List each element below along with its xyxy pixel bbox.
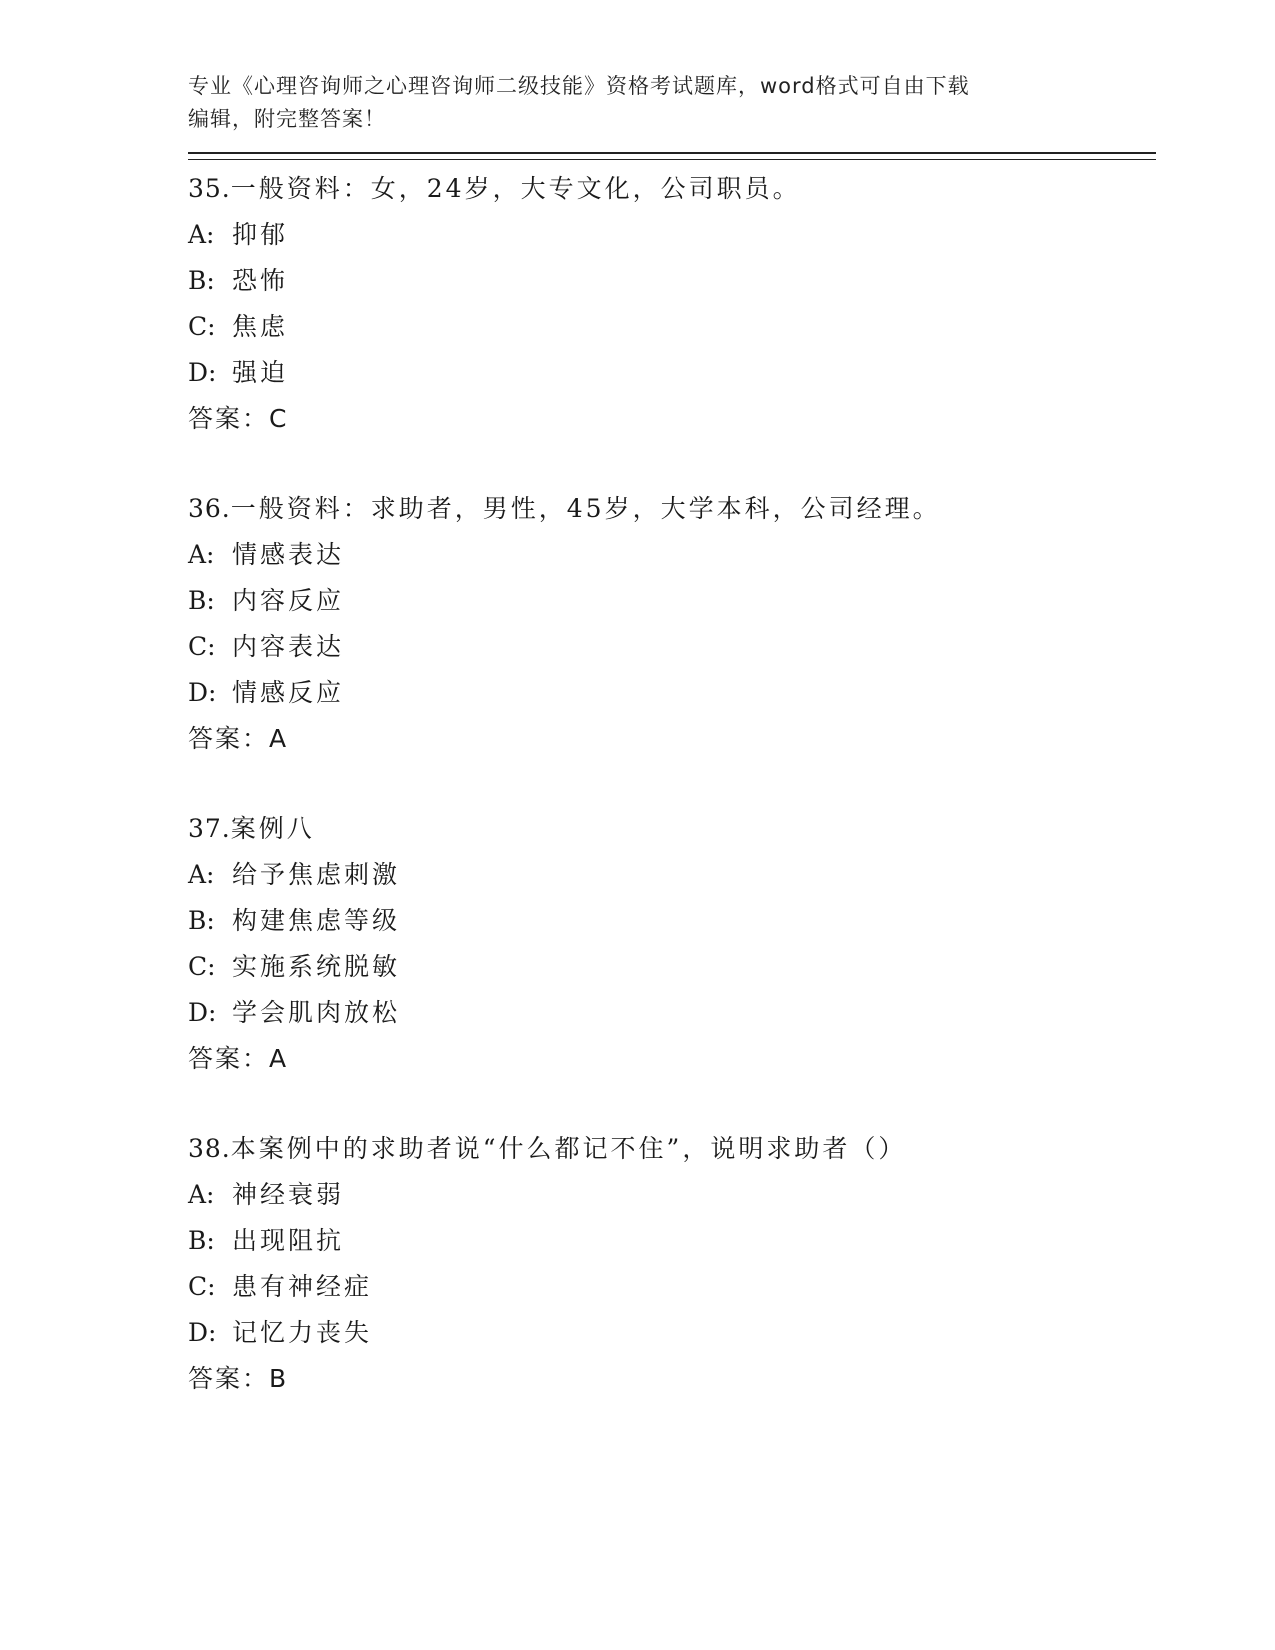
option-text: 实施系统脱敏 <box>232 952 401 981</box>
option-key: B: <box>188 1226 215 1255</box>
answer-option <box>188 350 1158 396</box>
question-block <box>188 486 1158 762</box>
option-key: B: <box>188 266 215 295</box>
question-list <box>188 166 1158 1402</box>
question-stem <box>188 166 1158 212</box>
answer-option <box>188 670 1158 716</box>
option-text: 神经衰弱 <box>232 1180 345 1209</box>
question-text: 一般资料：女，24岁，大专文化，公司职员。 <box>230 174 801 203</box>
answer-option <box>188 1264 1158 1310</box>
option-key: A: <box>188 860 215 889</box>
option-key: D: <box>188 678 217 707</box>
option-key: D: <box>188 1318 217 1347</box>
answer-option <box>188 624 1158 670</box>
question-number: 35. <box>188 174 231 203</box>
answer-option <box>188 990 1158 1036</box>
question-stem <box>188 486 1158 532</box>
option-key: D: <box>188 998 217 1027</box>
option-text: 给予焦虑刺激 <box>232 860 401 889</box>
answer-line: 答案：A <box>188 1044 289 1073</box>
question-number: 36. <box>188 494 231 523</box>
option-text: 抑郁 <box>232 220 289 249</box>
question-text: 案例八 <box>230 814 315 843</box>
question-number: 38. <box>188 1134 231 1163</box>
answer-option <box>188 578 1158 624</box>
answer-line: 答案：B <box>188 1364 289 1393</box>
option-text: 构建焦虑等级 <box>232 906 401 935</box>
answer-line: 答案：C <box>188 404 289 433</box>
option-text: 情感表达 <box>232 540 345 569</box>
answer-option <box>188 304 1158 350</box>
option-key: B: <box>188 586 215 615</box>
option-key: A: <box>188 540 215 569</box>
option-text: 内容反应 <box>232 586 345 615</box>
option-key: C: <box>188 952 216 981</box>
question-text: 一般资料：求助者，男性，45岁，大学本科，公司经理。 <box>230 494 941 523</box>
option-text: 学会肌肉放松 <box>232 998 401 1027</box>
answer-option <box>188 212 1158 258</box>
header-line-2: 编辑，附完整答案！ <box>188 107 386 131</box>
option-text: 恐怖 <box>232 266 289 295</box>
question-block <box>188 166 1158 442</box>
answer-option <box>188 1218 1158 1264</box>
header-divider <box>188 152 1156 160</box>
question-stem <box>188 806 1158 852</box>
answer-option <box>188 898 1158 944</box>
option-text: 情感反应 <box>232 678 345 707</box>
option-key: A: <box>188 1180 215 1209</box>
question-text: 本案例中的求助者说“什么都记不住”，说明求助者（） <box>230 1134 907 1163</box>
question-block <box>188 1126 1158 1402</box>
option-key: B: <box>188 906 215 935</box>
answer-option <box>188 944 1158 990</box>
answer-option <box>188 1310 1158 1356</box>
answer-option <box>188 852 1158 898</box>
option-key: C: <box>188 632 216 661</box>
question-block <box>188 806 1158 1082</box>
option-key: D: <box>188 358 217 387</box>
option-text: 出现阻抗 <box>232 1226 345 1255</box>
document-page <box>188 70 1158 1402</box>
option-key: C: <box>188 1272 216 1301</box>
option-text: 内容表达 <box>232 632 345 661</box>
question-number: 37. <box>188 814 231 843</box>
header-line-1: 专业《心理咨询师之心理咨询师二级技能》资格考试题库，word格式可自由下载 <box>188 74 970 98</box>
answer-line: 答案：A <box>188 724 289 753</box>
option-text: 患有神经症 <box>232 1272 373 1301</box>
question-stem <box>188 1126 1158 1172</box>
document-header <box>188 70 1158 136</box>
answer-option <box>188 532 1158 578</box>
option-text: 强迫 <box>232 358 289 387</box>
option-key: A: <box>188 220 215 249</box>
answer-option <box>188 1172 1158 1218</box>
option-key: C: <box>188 312 216 341</box>
answer-option <box>188 258 1158 304</box>
option-text: 焦虑 <box>232 312 289 341</box>
option-text: 记忆力丧失 <box>232 1318 373 1347</box>
